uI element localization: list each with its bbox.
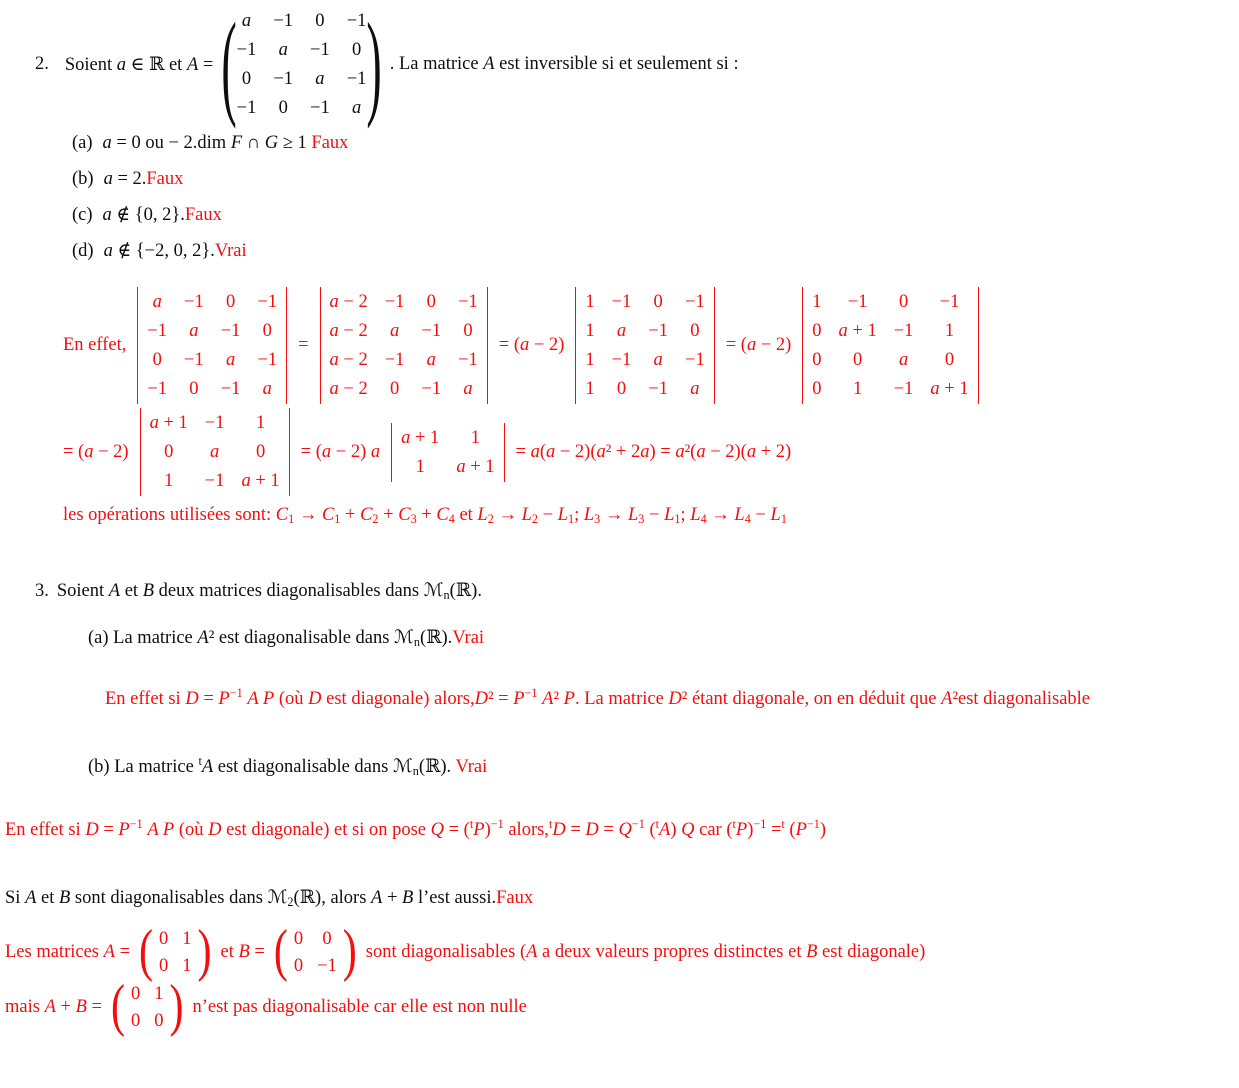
- matrix-cell: 0: [154, 1011, 164, 1031]
- choice-c: [72, 202, 1239, 229]
- matrix-cell: 0: [159, 929, 169, 949]
- determinant-5: [140, 408, 290, 496]
- matrix-cell: a + 1: [149, 413, 188, 433]
- matrix-cell: −1: [220, 321, 241, 341]
- matrix-cell: a: [210, 442, 220, 462]
- matrix-cell: −1: [184, 350, 204, 370]
- matrix-cell: 0: [853, 350, 863, 370]
- matrix-cell: 1: [812, 292, 822, 312]
- choice-b: [72, 166, 1239, 193]
- question-3-item-b: [88, 754, 1239, 781]
- counterexample-text-5: n’est pas diagonalisable car elle est non nulle: [192, 997, 527, 1017]
- item-b-verdict: Vrai: [455, 757, 488, 777]
- question-3-number: 3.: [35, 581, 49, 601]
- matrix-cell: a: [616, 321, 627, 341]
- matrix-cell: 1: [585, 350, 595, 370]
- matrix-cell: −1: [939, 292, 960, 312]
- matrix-cell: −1: [384, 350, 405, 370]
- matrix-cell: 1: [470, 427, 481, 448]
- matrix-cell: −1: [893, 321, 914, 341]
- matrix-cell: −1: [257, 350, 278, 370]
- matrix-cell: 0: [164, 442, 174, 462]
- matrix-cell: a − 2: [329, 321, 368, 341]
- matrix-cell: 1: [585, 321, 595, 341]
- matrix-cell: −1: [685, 292, 705, 312]
- choice-c-statement: a ∉ {0, 2}.: [102, 205, 185, 225]
- matrix-cell: 0: [463, 321, 473, 341]
- matrix-cell: −1: [147, 379, 168, 399]
- determinant-1: [137, 287, 287, 404]
- matrix-A-example-grid: [153, 927, 198, 978]
- choice-a-verdict: Faux: [311, 133, 349, 153]
- matrix-cell: a: [389, 321, 400, 341]
- matrix-cell: a + 1: [930, 379, 969, 399]
- matrix-cell: 1: [944, 321, 955, 341]
- matrix-cell: −1: [685, 350, 705, 370]
- matrix-cell: 1: [164, 471, 174, 491]
- right-paren: ): [197, 919, 212, 983]
- matrix-cell: −1: [204, 413, 225, 433]
- question-3-item-a: [88, 625, 1239, 652]
- matrix-cell: 0: [944, 350, 955, 370]
- determinant-derivation-line-1: [63, 287, 1239, 404]
- question-2-choices: [72, 130, 1239, 265]
- choice-c-label: (c): [72, 205, 93, 225]
- matrix-cell: 0: [262, 321, 272, 341]
- question-3-intro: Soient A et B deux matrices diagonalisables dans ℳ$_n$(ℝ).: [56, 581, 482, 603]
- right-paren: ): [366, 0, 382, 130]
- matrix-cell: 0: [351, 40, 362, 60]
- sum-claim-verdict: Faux: [496, 888, 534, 908]
- matrix-cell: a: [426, 350, 436, 370]
- matrix-cell: −1: [147, 321, 168, 341]
- matrix-cell: −1: [421, 321, 442, 341]
- choice-d-statement: a ∉ {−2, 0, 2}.: [103, 241, 215, 261]
- matrix-cell: 0: [225, 292, 236, 312]
- matrix-cell: −1: [184, 292, 204, 312]
- matrix-cell: −1: [847, 292, 868, 312]
- matrix-cell: −1: [236, 98, 257, 118]
- matrix-cell: −1: [648, 321, 669, 341]
- item-b-statement: La matrice $^t$A est diagonalisable dans ℳ$_n$(ℝ).: [114, 754, 456, 779]
- matrix-cell: −1: [458, 292, 478, 312]
- question-3-header: [35, 578, 1239, 605]
- matrix-cell: a: [189, 321, 199, 341]
- matrix-cell: −1: [310, 40, 330, 60]
- matrix-cell: 0: [152, 350, 162, 370]
- matrix-B-example: [273, 919, 357, 983]
- choice-d-label: (d): [72, 241, 94, 261]
- left-paren: (: [221, 0, 237, 130]
- determinant-6: [391, 423, 504, 482]
- matrix-cell: −1: [273, 69, 294, 89]
- matrix-cell: 0: [812, 350, 822, 370]
- equals-sign: =: [298, 335, 309, 355]
- left-paren: (: [110, 974, 125, 1038]
- matrix-cell: 0: [278, 98, 288, 118]
- matrix-cell: −1: [648, 379, 669, 399]
- matrix-cell: 0: [389, 379, 400, 399]
- matrix-cell: 0: [130, 984, 141, 1004]
- choice-a-label: (a): [72, 133, 93, 153]
- matrix-cell: 0: [898, 292, 909, 312]
- matrix-cell: −1: [236, 40, 257, 60]
- question-2-intro-after: . La matrice A est inversible si et seulement si :: [389, 54, 739, 74]
- matrix-cell: 0: [653, 292, 663, 312]
- matrix-cell: 0: [293, 929, 304, 949]
- matrix-cell: 0: [130, 1011, 141, 1031]
- counterexample-line-2: [5, 974, 1239, 1038]
- matrix-cell: 1: [853, 379, 863, 399]
- matrix-cell: a − 2: [329, 292, 368, 312]
- counterexample-text-1: Les matrices A =: [5, 942, 130, 962]
- determinant-4: [802, 287, 978, 404]
- question-2-intro-before: Soient a ∈ ℝ et A =: [64, 54, 214, 75]
- counterexample-text-2: et B =: [220, 942, 265, 962]
- matrix-cell: 1: [182, 929, 192, 949]
- matrix-cell: a: [225, 350, 236, 370]
- matrix-cell: −1: [257, 292, 278, 312]
- sum-diagonalizable-claim: [5, 885, 1239, 911]
- left-paren: (: [273, 919, 288, 983]
- matrix-cell: 1: [585, 292, 595, 312]
- factor-a-minus-2: = (a − 2): [63, 441, 129, 462]
- matrix-cell: a − 2: [329, 379, 368, 399]
- matrix-cell: 1: [182, 956, 192, 976]
- matrix-cell: 0: [315, 11, 325, 31]
- counterexample-text-4: mais A + B =: [5, 997, 102, 1017]
- final-result-expression: = a(a − 2)(a² + 2a) = a²(a − 2)(a + 2): [515, 441, 792, 462]
- matrix-sum-example: [110, 974, 184, 1038]
- matrix-cell: −1: [458, 350, 478, 370]
- matrix-cell: −1: [346, 11, 367, 31]
- matrix-cell: a: [351, 98, 362, 118]
- matrix-cell: −1: [310, 98, 330, 118]
- determinant-3: [575, 287, 714, 404]
- matrix-A-example: [139, 919, 212, 983]
- matrix-cell: a: [315, 69, 325, 89]
- matrix-cell: 0: [812, 321, 822, 341]
- sum-claim-statement: Si A et B sont diagonalisables dans ℳ$_2$(ℝ), alors A + B l’est aussi.: [5, 888, 497, 910]
- matrix-cell: −1: [611, 350, 632, 370]
- matrix-cell: 1: [585, 379, 595, 399]
- determinant-derivation-line-2: [63, 408, 1239, 496]
- matrix-cell: −1: [893, 379, 914, 399]
- matrix-cell: −1: [204, 471, 225, 491]
- item-a-explanation: En effet si $D = P^{-1}$ A P (où D est diagonale) alors,D² = $P^{-1}$ A² P. La matrice D² étant diagonale, on en déduit que A²est diagonalisable: [105, 686, 1091, 709]
- matrix-cell: a: [653, 350, 663, 370]
- matrix-cell: 0: [812, 379, 822, 399]
- choice-d: [72, 238, 1239, 265]
- matrix-cell: a + 1: [241, 471, 280, 491]
- matrix-cell: 0: [322, 929, 332, 949]
- matrix-cell: a + 1: [456, 456, 495, 477]
- matrix-cell: 0: [159, 956, 169, 976]
- matrix-cell: a + 1: [838, 321, 877, 341]
- item-a-label: (a): [88, 628, 109, 648]
- choice-b-statement: a = 2.: [103, 169, 147, 189]
- right-paren: ): [342, 919, 357, 983]
- matrix-cell: 0: [241, 69, 252, 89]
- matrix-cell: −1: [317, 956, 337, 976]
- proof-lead: En effet,: [63, 335, 127, 355]
- choice-a: [72, 130, 1239, 157]
- question-2-header: [35, 0, 1239, 130]
- item-a-verdict: Vrai: [452, 628, 485, 648]
- question-2-number: 2.: [35, 54, 49, 74]
- matrix-cell: a: [241, 11, 252, 31]
- left-paren: (: [139, 919, 153, 983]
- matrix-cell: a: [690, 379, 700, 399]
- matrix-sum-example-grid: [125, 982, 170, 1033]
- item-a-statement: La matrice A² est diagonalisable dans ℳ$_n$(ℝ).: [113, 628, 453, 650]
- determinant-2: [320, 287, 488, 404]
- matrix-cell: 0: [616, 379, 627, 399]
- matrix-cell: −1: [273, 11, 294, 31]
- choice-b-label: (b): [72, 169, 94, 189]
- factor-a-minus-2-a: = (a − 2) a: [300, 441, 381, 462]
- choice-c-verdict: Faux: [184, 205, 222, 225]
- matrix-cell: 1: [415, 456, 425, 477]
- matrix-cell: −1: [421, 379, 442, 399]
- matrix-cell: 0: [426, 292, 436, 312]
- counterexample-line-1: [5, 919, 1239, 983]
- matrix-A-grid: [237, 8, 367, 121]
- matrix-cell: 0: [255, 442, 266, 462]
- matrix-cell: −1: [611, 292, 632, 312]
- right-paren: ): [169, 974, 184, 1038]
- matrix-cell: −1: [384, 292, 405, 312]
- choice-b-verdict: Faux: [146, 169, 184, 189]
- matrix-B-example-grid: [288, 927, 343, 978]
- item-b-explanation: En effet si $D = P^{-1}$ A P (où D est diagonale) et si on pose $Q = (^tP)^{-1}$ alors,$^t$D = $D = Q^{-1}$ ($^t$A) Q car $(^tP)^{-1} =^t$ $(P^{-1})$: [5, 817, 827, 840]
- matrix-cell: −1: [346, 69, 367, 89]
- operations-note: les opérations utilisées sont: $C_1 \to C_1 + C_2 + C_3 + C_4$ et $L_2 \to L_2 - L_1$; $L_3 \to L_3 - L_1$; $L_4 \to L_4 - L_1$: [63, 505, 787, 527]
- matrix-cell: 1: [255, 413, 266, 433]
- matrix-cell: a − 2: [329, 350, 368, 370]
- matrix-cell: a: [152, 292, 162, 312]
- factor-a-minus-2: = (a − 2): [725, 335, 792, 355]
- choice-a-statement: a = 0 ou − 2.dim F ∩ G ≥ 1: [102, 133, 312, 153]
- matrix-cell: 1: [154, 984, 164, 1004]
- matrix-cell: a: [262, 379, 272, 399]
- matrix-cell: 0: [293, 956, 304, 976]
- matrix-cell: a: [278, 40, 288, 60]
- choice-d-verdict: Vrai: [214, 241, 247, 261]
- matrix-cell: −1: [220, 379, 241, 399]
- matrix-cell: a + 1: [401, 427, 440, 448]
- item-b-label: (b): [88, 757, 110, 777]
- matrix-cell: 0: [189, 379, 199, 399]
- counterexample-text-3: sont diagonalisables (A a deux valeurs propres distinctes et B est diagonale): [365, 942, 926, 962]
- matrix-cell: 0: [690, 321, 700, 341]
- matrix-A-definition: [221, 0, 382, 130]
- matrix-cell: a: [463, 379, 473, 399]
- factor-a-minus-2: = (a − 2): [498, 335, 565, 355]
- matrix-cell: a: [898, 350, 909, 370]
